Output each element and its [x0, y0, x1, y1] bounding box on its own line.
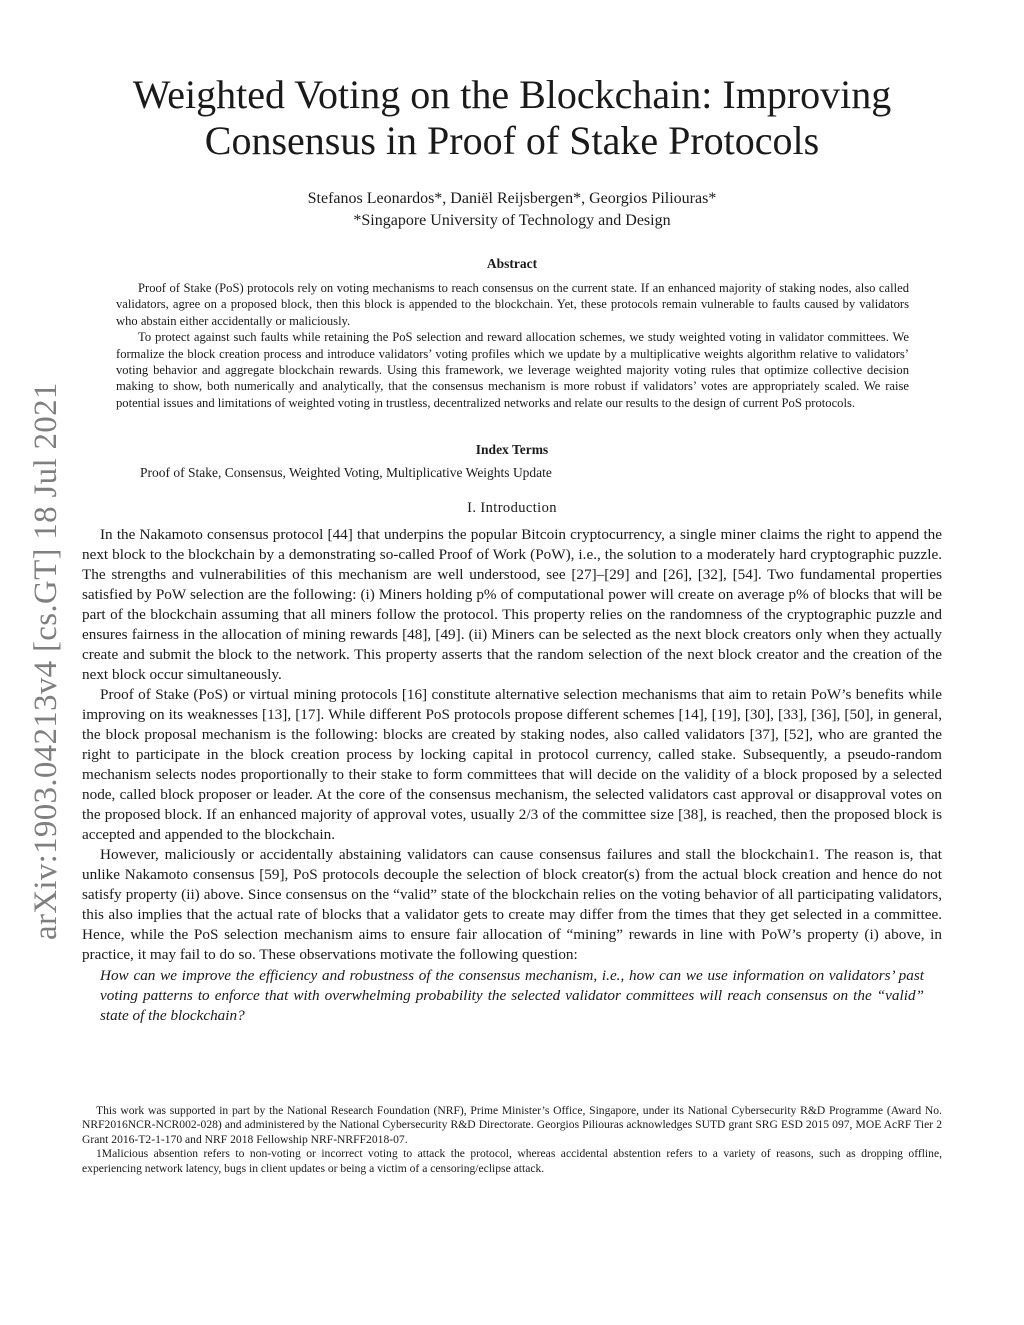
footnotes [82, 1104, 942, 1176]
arxiv-identifier[interactable]: arXiv:1903.04213v4 [cs.GT] 18 Jul 2021 [28, 382, 64, 940]
body-paragraph: In the Nakamoto consensus protocol [44] that underpins the popular Bitcoin cryptocurrency, a single miner claims the right to append the next block to the blockchain by a demonstrating so-called Proof of Work (PoW), i.e., the solution to a moderately hard cryptographic puzzle. The strengths and vulnerabilities of this mechanism are well understood, see [27]–[29] and [26], [32], [54]. Two fundamental properties satisfied by PoW selection are the following: (i) Miners holding p% of computational power will create on average p% of blocks that will be part of the blockchain assuming that all miners follow the protocol. This property relies on the randomness of the cryptographic puzzle and ensures fairness in the allocation of mining rewards [48], [49]. (ii) Miners can be selected as the next block creators only when they actually create and submit the block to the network. This property asserts that the random selection of the next block creator and the creation of the next block occur simultaneously. [82, 526, 942, 683]
body-text [82, 525, 942, 1026]
paper-title [82, 72, 942, 164]
abstract-paragraph: To protect against such faults while retaining the PoS selection and reward allocation schemes, we study weighted voting in validator committees. We formalize the block creation process and introduce validators’ voting profiles which we update by a multiplicative weights algorithm relative to validators’ voting behavior and aggregate blockchain rewards. Using this framework, we leverage weighted majority voting rules that optimize collective decision making to show, both numerically and analytically, that the consensus mechanism is more robust if validators’ votes are appropriately scaled. We raise potential issues and limitations of weighted voting in trustless, decentralized networks and relate our results to the design of current PoS protocols. [116, 330, 909, 410]
research-question-text: How can we improve the efficiency and robustness of the consensus mechanism, i.e., how can we use information on validators’ past voting patterns to enforce that with overwhelming probability the selected validator committees will reach consensus on the “valid” state of the blockchain? [100, 967, 924, 1024]
funding-footnote: This work was supported in part by the National Research Foundation (NRF), Prime Minister’s Office, Singapore, under its National Cybersecurity R&D Programme (Award No. NRF2016NCR-NCR002-028) and administered by the National Cybersecurity R&D Directorate. Georgios Piliouras acknowledges SUTD grant SRG ESD 2015 097, MOE AcRF Tier 2 Grant 2016-T2-1-170 and NRF 2018 Fellowship NRF-NRFF2018-07. [82, 1104, 942, 1146]
body-paragraph: Proof of Stake (PoS) or virtual mining protocols [16] constitute alternative selection mechanisms that aim to retain PoW’s benefits while improving on its weaknesses [13], [17]. While different PoS protocols propose different schemes [14], [19], [30], [33], [36], [50], in general, the block proposal mechanism is the following: blocks are created by staking nodes, also called validators [37], [52], who are granted the right to participate in the block creation process by locking capital in protocol currency, called stake. Subsequently, a pseudo-random mechanism selects nodes proportionally to their stake to form committees that will decide on the validity of a block proposed by a selected node, called block proposer or leader. At the core of the consensus mechanism, the selected validators cast approval or disapproval votes on the proposed block. If an enhanced majority of approval votes, usually 2/3 of the committee size [38], is reached, then the proposed block is accepted and appended to the blockchain. [82, 686, 942, 843]
author-names: Stefanos Leonardos*, Daniël Reijsbergen*, Georgios Piliouras* [307, 190, 717, 207]
abstract-paragraph: Proof of Stake (PoS) protocols rely on voting mechanisms to reach consensus on the current state. If an enhanced majority of staking nodes, also called validators, agree on a proposed block, then this block is appended to the blockchain. Yet, these protocols remain vulnerable to faults caused by validators who abstain either accidentally or maliciously. [116, 281, 909, 328]
body-paragraph: However, maliciously or accidentally abstaining validators can cause consensus failures and stall the blockchain1. The reason is, that unlike Nakamoto consensus [59], PoS protocols decouple the selection of block creator(s) from the actual block creation and hence do not satisfy property (ii) above. Since consensus on the “valid” state of the blockchain relies on the voting behavior of all participating validators, this also implies that the actual rate of blocks that a validator gets to create may differ from the times that they get selected in a committee. Hence, while the PoS selection mechanism aims to ensure fair allocation of “mining” rewards in line with PoW’s property (i) above, in practice, it may fail to do so. These observations motivate the following question: [82, 846, 942, 963]
index-terms: Proof of Stake, Consensus, Weighted Voting, Multiplicative Weights Update [140, 465, 552, 480]
section-heading: I. Introduction [467, 500, 557, 516]
footnote-1: 1Malicious absention refers to non-voting or incorrect voting to attack the protocol, whereas accidental abstention refers to a variety of reasons, such as dropping offline, experiencing network latency, bugs in client updates or being a victim of a censoring/eclipse attack. [82, 1147, 942, 1175]
index-terms-heading: Index Terms [475, 442, 549, 457]
abstract [116, 280, 909, 411]
research-question [82, 966, 942, 1026]
author-affiliation: *Singapore University of Technology and Design [353, 212, 671, 229]
title-line-1: Weighted Voting on the Blockchain: Improving [132, 72, 892, 117]
abstract-heading: Abstract [486, 256, 538, 271]
author-block [82, 188, 942, 232]
title-line-2: Consensus in Proof of Stake Protocols [204, 118, 820, 163]
